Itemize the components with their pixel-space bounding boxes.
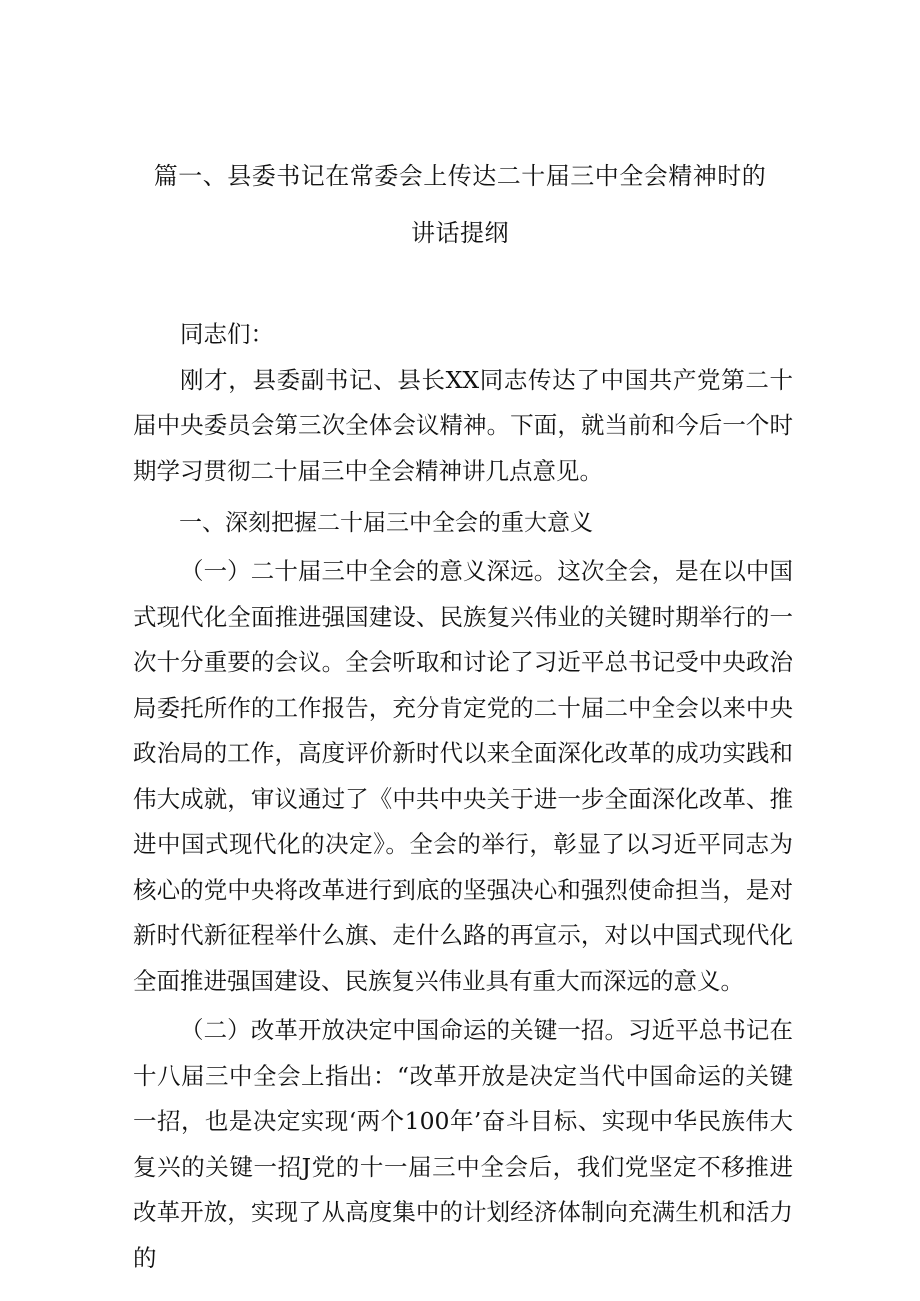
paragraph-1-subtitle: （一）二十届三中全会的意义深远。 (180, 557, 558, 585)
paragraph-1 (133, 549, 793, 1004)
salutation: 同志们： (180, 320, 274, 348)
paragraph-2 (133, 1008, 793, 1281)
intro-paragraph: 刚才，县委副书记、县长XX同志传达了中国共产党第二十届中央委员会第三次全体会议精神。下面，就当前和今后一个时期学习贯彻二十届三中全会精神讲几点意见。 (133, 365, 793, 485)
document-body (133, 312, 793, 1281)
paragraph-2-subtitle: （二）改革开放决定中国命运的关键一招。 (180, 1016, 629, 1044)
document-title-line2: 讲话提纲 (411, 219, 509, 247)
document-title-line1: 篇一、县委书记在常委会上传达二十届三中全会精神时的 (153, 162, 767, 190)
paragraph-2-body: 习近平总书记在十八届三中全会上指出：“改革开放是决定当代中国命运的关键一招，也是决定实现‘两个100年’奋斗目标、实现中华民族伟大复兴的关键一招J党的十一届三中全会后，我们党坚定不移推进改革开放，实现了从高度集中的计划经济体制向充满生机和活力的 (133, 1016, 794, 1272)
section-heading-1: 一、深刻把握二十届三中全会的重大意义 (179, 510, 593, 536)
paragraph-1-body: 这次全会，是在以中国式现代化全面推进强国建设、民族复兴伟业的关键时期举行的一次十分重要的会议。全会听取和讨论了习近平总书记受中央政治局委托所作的工作报告，充分肯定党的二十届二中全会以来中央政治局的工作，高度评价新时代以来全面深化改革的成功实践和伟大成就，审议通过了《中共中央关于进一步全面深化改革、推进中国式现代化的决定》。全会的举行，彰显了以习近平同志为核心的党中央将改革进行到底的坚强决心和强烈使命担当，是对新时代新征程举什么旗、走什么路的再宣示，对以中国式现代化全面推进强国建设、民族复兴伟业具有重大而深远的意义。 (133, 557, 794, 995)
